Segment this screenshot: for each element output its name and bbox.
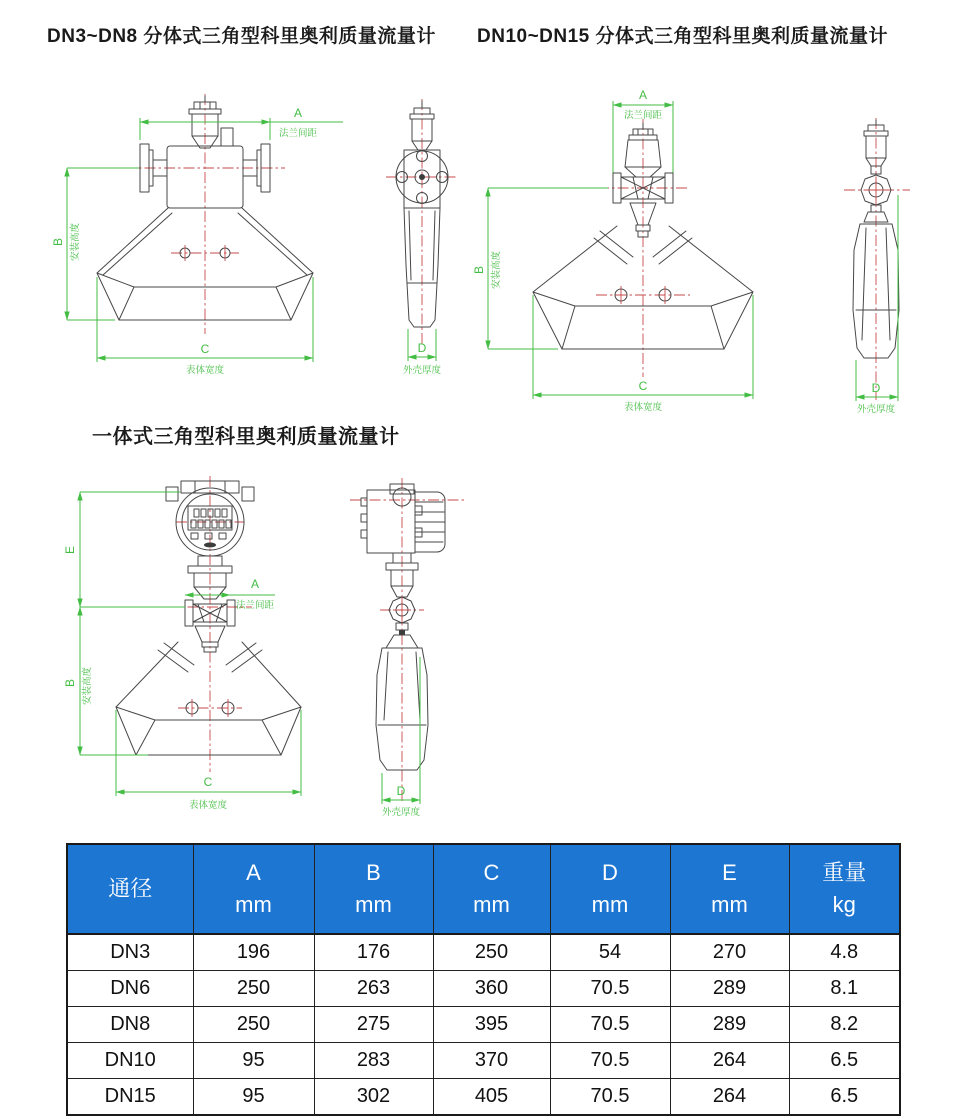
table-cell: 176 xyxy=(314,934,433,971)
table-cell: 405 xyxy=(433,1079,550,1116)
table-cell: 70.5 xyxy=(550,1007,670,1043)
title-split-large: DN10~DN15 分体式三角型科里奥利质量流量计 xyxy=(477,26,889,47)
table-cell: 70.5 xyxy=(550,1043,670,1079)
table-cell: 395 xyxy=(433,1007,550,1043)
dn3-dn8-side-view-drawing xyxy=(372,95,487,395)
column-header-3: C mm xyxy=(433,844,550,934)
dim-label-shell-thickness: 外壳厚度 xyxy=(381,807,421,818)
table-cell: 95 xyxy=(193,1079,314,1116)
dim-label-body-width: 表体宽度 xyxy=(623,402,663,413)
table-cell: 250 xyxy=(433,934,550,971)
dim-label-install-height: 安装高度 xyxy=(82,666,93,706)
dim-label-E: E xyxy=(63,545,77,555)
table-cell: 370 xyxy=(433,1043,550,1079)
table-cell: 6.5 xyxy=(789,1043,900,1079)
dim-label-A: A xyxy=(293,106,303,120)
dim-label-body-width: 表体宽度 xyxy=(188,800,228,811)
table-cell: 8.1 xyxy=(789,971,900,1007)
dim-label-flange-spacing: 法兰间距 xyxy=(235,600,275,611)
dim-label-flange-spacing: 法兰间距 xyxy=(623,110,663,121)
table-body xyxy=(67,934,900,1115)
dimension-E xyxy=(63,492,185,607)
table-cell: 250 xyxy=(193,971,314,1007)
dim-label-A: A xyxy=(638,88,648,102)
column-header-1: A mm xyxy=(193,844,314,934)
dim-label-body-width: 表体宽度 xyxy=(185,365,225,376)
dim-label-B: B xyxy=(63,678,77,688)
column-header-6: 重量 kg xyxy=(789,844,900,934)
table-cell: 4.8 xyxy=(789,934,900,971)
transmitter-housing xyxy=(361,484,445,553)
integrated-front-view-drawing xyxy=(30,470,340,820)
table-row xyxy=(67,1079,900,1116)
table-row xyxy=(67,1043,900,1079)
integrated-side-view-drawing xyxy=(330,470,480,820)
table-cell: DN6 xyxy=(67,971,193,1007)
display-digits xyxy=(191,509,231,528)
column-header-0: 通径 xyxy=(67,844,193,934)
dimension-B xyxy=(63,607,148,755)
triangular-shroud xyxy=(116,642,301,755)
swivel-knuckle xyxy=(861,175,891,222)
dn3-dn8-front-view-drawing xyxy=(51,90,375,390)
dimension-B xyxy=(51,168,139,320)
title-integrated: 一体式三角型科里奥利质量流量计 xyxy=(92,426,400,448)
table-cell: 70.5 xyxy=(550,971,670,1007)
table-row xyxy=(67,971,900,1007)
column-header-4: D mm xyxy=(550,844,670,934)
dim-label-D: D xyxy=(417,341,427,355)
dim-label-C: C xyxy=(200,342,210,356)
dimension-D xyxy=(382,657,421,818)
table-cell: DN3 xyxy=(67,934,193,971)
dim-label-shell-thickness: 外壳厚度 xyxy=(856,404,896,415)
table-cell: 263 xyxy=(314,971,433,1007)
table-cell: 289 xyxy=(670,1007,789,1043)
table-header-row xyxy=(67,844,900,934)
table-cell: DN15 xyxy=(67,1079,193,1116)
dim-label-A: A xyxy=(250,577,260,591)
table-cell: 275 xyxy=(314,1007,433,1043)
table-cell: 95 xyxy=(193,1043,314,1079)
table-cell: 8.2 xyxy=(789,1007,900,1043)
dimension-A xyxy=(140,106,343,140)
table-cell: 264 xyxy=(670,1079,789,1116)
dim-label-D: D xyxy=(396,784,406,798)
table-cell: 264 xyxy=(670,1043,789,1079)
dn10-dn15-side-view-drawing xyxy=(812,100,952,430)
dn10-dn15-front-view-drawing xyxy=(472,85,778,415)
table-cell: 196 xyxy=(193,934,314,971)
table-row xyxy=(67,934,900,971)
table-cell: DN8 xyxy=(67,1007,193,1043)
column-header-2: B mm xyxy=(314,844,433,934)
table-cell: 360 xyxy=(433,971,550,1007)
table-cell: 289 xyxy=(670,971,789,1007)
table-cell: 250 xyxy=(193,1007,314,1043)
table-cell: DN10 xyxy=(67,1043,193,1079)
table-cell: 54 xyxy=(550,934,670,971)
dim-label-install-height: 安装高度 xyxy=(491,250,502,290)
title-split-small: DN3~DN8 分体式三角型科里奥利质量流量计 xyxy=(47,26,436,47)
table-cell: 283 xyxy=(314,1043,433,1079)
dimension-B xyxy=(472,188,608,349)
dim-label-shell-thickness: 外壳厚度 xyxy=(402,365,442,376)
dim-label-flange-spacing: 法兰间距 xyxy=(278,128,318,139)
column-header-5: E mm xyxy=(670,844,789,934)
dim-label-D: D xyxy=(871,381,881,395)
dim-label-C: C xyxy=(203,775,213,789)
table-cell: 70.5 xyxy=(550,1079,670,1116)
table-cell: 302 xyxy=(314,1079,433,1116)
dimension-D xyxy=(856,195,898,415)
dim-label-install-height: 安装高度 xyxy=(70,222,81,262)
dimension-C xyxy=(116,710,301,811)
table-cell: 270 xyxy=(670,934,789,971)
dim-label-C: C xyxy=(638,379,648,393)
dim-label-B: B xyxy=(51,237,65,247)
table-row xyxy=(67,1007,900,1043)
dim-label-B: B xyxy=(472,265,486,275)
table-cell: 6.5 xyxy=(789,1079,900,1116)
dimension-table xyxy=(66,843,901,1116)
